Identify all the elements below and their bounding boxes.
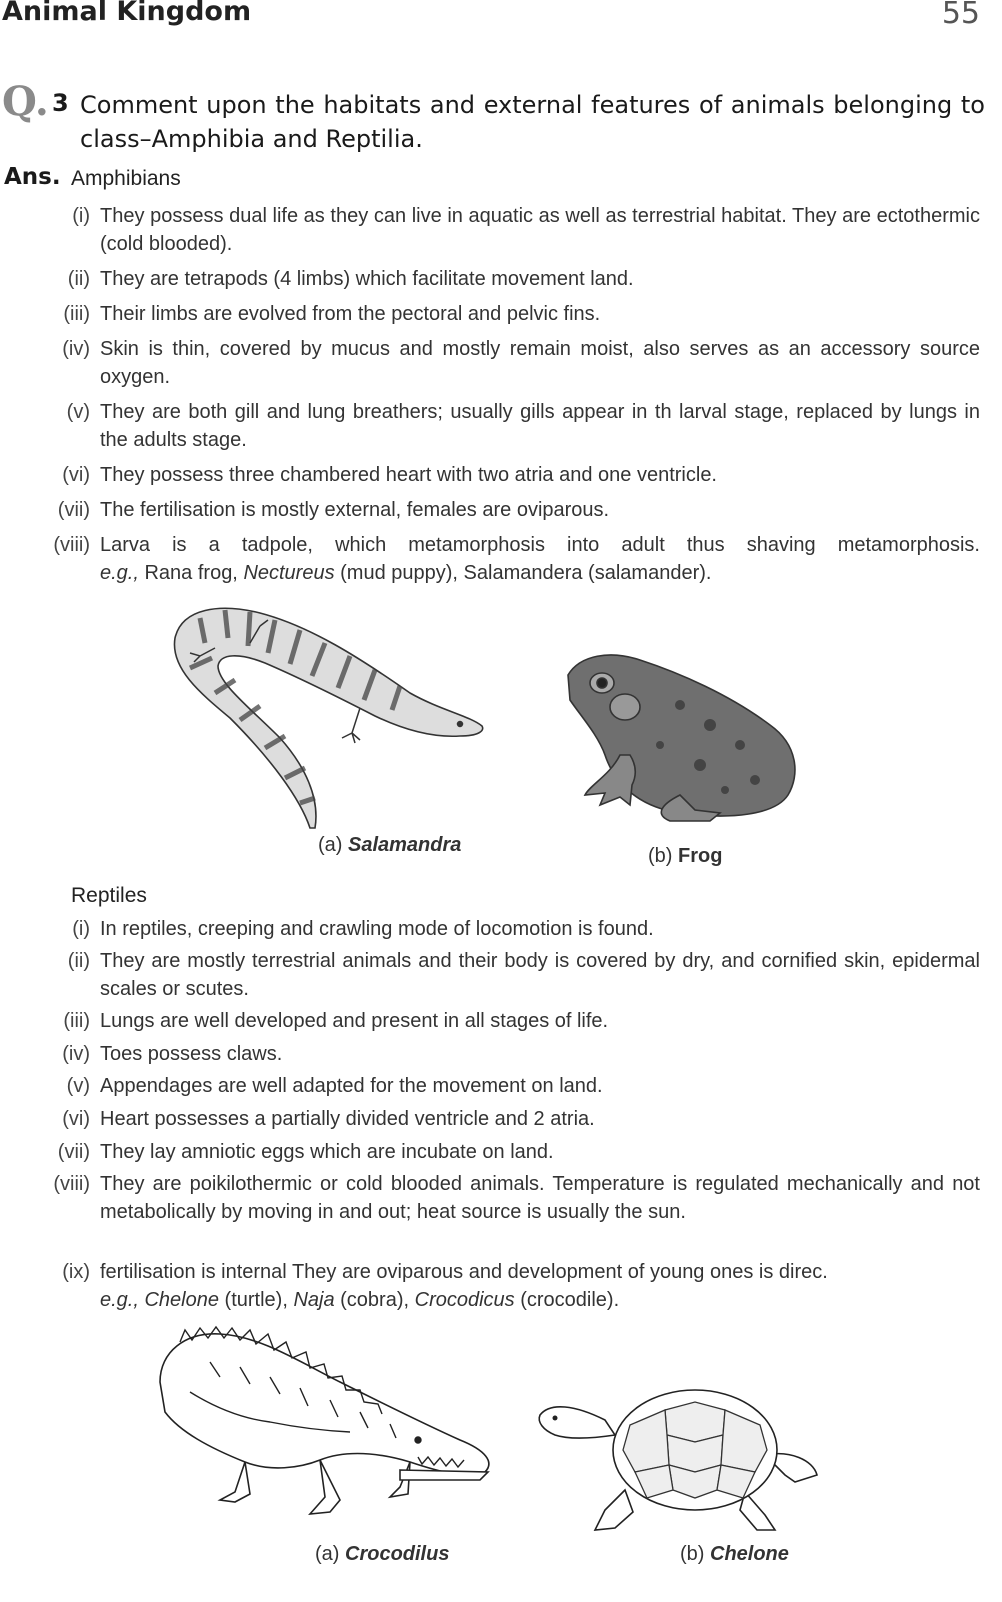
salamander-caption xyxy=(318,834,461,857)
amphibians-heading: Amphibians xyxy=(71,167,181,190)
chapter-title: Animal Kingdom xyxy=(2,0,252,27)
caption-name: Frog xyxy=(678,845,723,867)
frog-caption xyxy=(648,845,722,868)
caption-name: Chelone xyxy=(710,1543,789,1565)
example-text: (mud puppy), Salamandera (salamander). xyxy=(334,562,712,584)
item-text: They are both gill and lung breathers; usually gills appear in th larval stage, replaced by lungs in the adults stage. xyxy=(100,401,980,451)
item-text: Lungs are well developed and present in all stages of life. xyxy=(100,1010,609,1032)
caption-prefix: (b) xyxy=(680,1543,710,1565)
reptiles-heading: Reptiles xyxy=(71,884,147,907)
caption-prefix: (a) xyxy=(315,1543,345,1565)
turtle-caption xyxy=(680,1543,789,1566)
item-number: (v) xyxy=(66,401,90,423)
example-name: Naja xyxy=(293,1289,335,1311)
turtle-illustration xyxy=(535,1380,825,1535)
caption-prefix: (b) xyxy=(648,845,678,867)
answer-label: Ans. xyxy=(4,164,61,190)
item-number: (viii) xyxy=(53,534,90,556)
item-number: (iii) xyxy=(63,303,90,325)
item-number: (vii) xyxy=(57,499,90,521)
frog-illustration xyxy=(560,645,805,825)
question-number: 3 xyxy=(52,89,69,117)
example-text: (cobra), xyxy=(334,1289,415,1311)
example-name: Crocodicus xyxy=(414,1289,515,1311)
item-text: The fertilisation is mostly external, females are oviparous. xyxy=(100,499,610,521)
item-number: (ix) xyxy=(62,1261,90,1283)
item-number: (ii) xyxy=(67,268,90,290)
eg-label: e.g., xyxy=(100,1289,139,1311)
example-name: Chelone xyxy=(144,1289,219,1311)
example-text: Rana frog, xyxy=(138,562,244,584)
crocodile-illustration xyxy=(150,1322,500,1537)
item-text: Skin is thin, covered by mucus and mostly remain moist, also serves as an accessory source oxygen. xyxy=(100,338,980,388)
item-text: Their limbs are evolved from the pectoral and pelvic fins. xyxy=(100,303,601,325)
salamander-illustration xyxy=(160,598,490,830)
item-number: (vii) xyxy=(57,1141,90,1163)
item-number: (iii) xyxy=(63,1010,90,1032)
item-number: (iv) xyxy=(62,1043,90,1065)
question-text: Comment upon the habitats and external features of animals belonging to class–Amphibia and Reptilia. xyxy=(80,91,985,153)
item-number: (ii) xyxy=(67,950,90,972)
item-text: fertilisation is internal They are oviparous and development of young ones is direc. xyxy=(100,1261,828,1283)
amphibian-examples xyxy=(100,559,980,587)
item-text: Appendages are well adapted for the movement on land. xyxy=(100,1075,603,1097)
item-number: (vi) xyxy=(62,1108,90,1130)
question-mark: Q. xyxy=(2,78,49,125)
crocodile-caption xyxy=(315,1543,449,1566)
item-number: (viii) xyxy=(53,1173,90,1195)
item-text: In reptiles, creeping and crawling mode of locomotion is found. xyxy=(100,918,654,940)
caption-prefix: (a) xyxy=(318,834,348,856)
item-text: They possess three chambered heart with two atria and one ventricle. xyxy=(100,464,717,486)
item-number: (iv) xyxy=(62,338,90,360)
example-text: (turtle), xyxy=(219,1289,294,1311)
caption-name: Salamandra xyxy=(348,834,462,856)
item-text: They are tetrapods (4 limbs) which facilitate movement land. xyxy=(100,268,634,290)
item-text: They are poikilothermic or cold blooded animals. Temperature is regulated mechanically and not metabolically by moving in and out; heat source is usually the sun. xyxy=(100,1173,980,1223)
page-number: 55 xyxy=(941,0,980,31)
item-number: (vi) xyxy=(62,464,90,486)
item-text: They are mostly terrestrial animals and their body is covered by dry, and cornified skin, epidermal scales or scutes. xyxy=(100,950,980,1000)
example-text: (crocodile). xyxy=(514,1289,620,1311)
example-name: Nectureus xyxy=(243,562,335,584)
item-number: (i) xyxy=(72,918,90,940)
eg-label: e.g., xyxy=(100,562,139,584)
caption-name: Crocodilus xyxy=(345,1543,450,1565)
item-number: (v) xyxy=(66,1075,90,1097)
item-number: (i) xyxy=(72,205,90,227)
item-text: They lay amniotic eggs which are incubate on land. xyxy=(100,1141,554,1163)
item-text: They possess dual life as they can live in aquatic as well as terrestrial habitat. They are ectothermic (cold blooded). xyxy=(100,205,980,255)
item-text: Larva is a tadpole, which metamorphosis into adult thus shaving metamorphosis. xyxy=(100,534,980,556)
reptile-examples xyxy=(100,1286,980,1314)
item-text: Heart possesses a partially divided ventricle and 2 atria. xyxy=(100,1108,595,1130)
item-text: Toes possess claws. xyxy=(100,1043,283,1065)
